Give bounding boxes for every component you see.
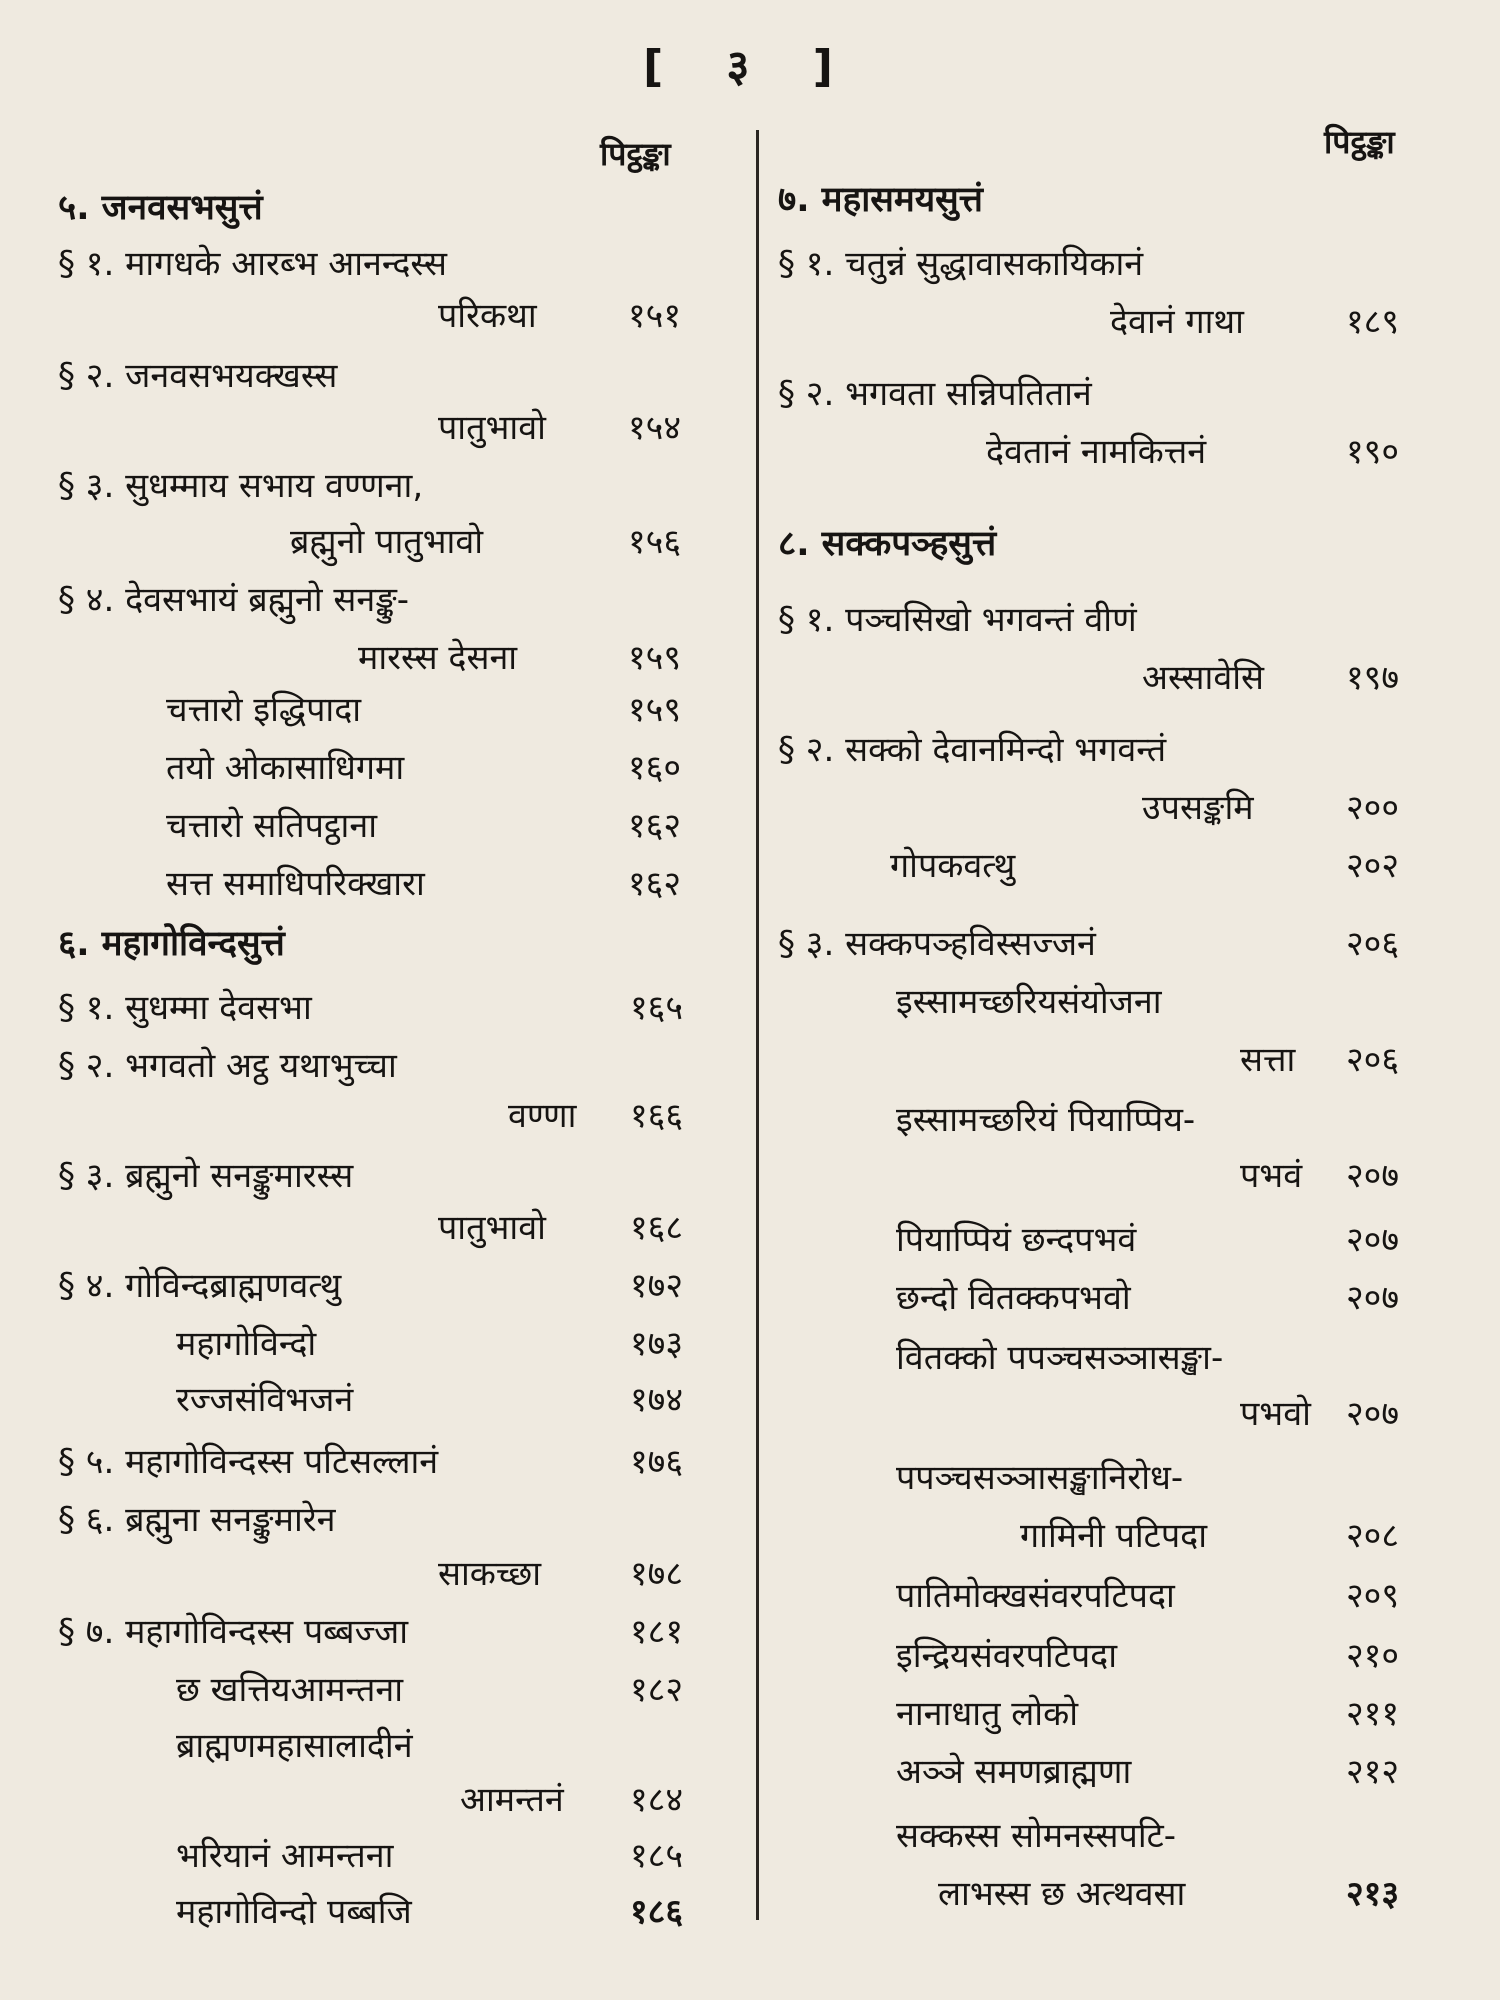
page-ref: २०७ <box>1346 1278 1400 1318</box>
toc-subentry: छन्दो वितक्कपभवो <box>896 1278 1131 1318</box>
toc-subentry: चत्तारो सतिपट्ठाना <box>166 806 377 846</box>
toc-subentry: पियाप्पियं छन्दपभवं <box>896 1220 1137 1260</box>
toc-subentry: इन्द्रियसंवरपटिपदा <box>896 1636 1117 1676</box>
toc-entry-cont: पभवं <box>1240 1156 1303 1196</box>
toc-entry-cont: पभवो <box>1240 1394 1311 1434</box>
toc-subentry: तयो ओकासाधिगमा <box>166 748 405 788</box>
toc-entry: § ३. सक्कपञ्हविस्सज्जनं <box>778 924 1096 964</box>
column-header: पिट्ठङ्का <box>1324 123 1395 161</box>
toc-subentry: महागोविन्दो पब्बजि <box>176 1892 412 1932</box>
toc-subentry: नानाधातु लोको <box>896 1694 1079 1734</box>
page-ref: १५१ <box>628 296 682 336</box>
section-title: ५. जनवसभसुत्तं <box>58 188 263 228</box>
page-ref: २०२ <box>1346 846 1400 886</box>
toc-entry-cont: पातुभावो <box>438 1208 546 1248</box>
toc-entry: § ५. महागोविन्दस्स पटिसल्लानं <box>58 1442 439 1482</box>
toc-entry: § ३. ब्रह्मुनो सनङ्कुमारस्स <box>58 1156 354 1196</box>
toc-entry-cont: उपसङ्कमि <box>1142 788 1254 828</box>
page-ref: १६० <box>628 748 682 788</box>
page-ref: २१२ <box>1346 1752 1400 1792</box>
toc-entry-cont: गामिनी पटिपदा <box>1020 1516 1207 1556</box>
toc-subentry: चत्तारो इद्धिपादा <box>166 690 362 730</box>
page-ref: १६८ <box>630 1208 684 1248</box>
page-ref: १७६ <box>630 1442 684 1482</box>
toc-entry-cont: पातुभावो <box>438 408 546 448</box>
page-ref: १८९ <box>1346 302 1400 342</box>
toc-subentry: भरियानं आमन्तना <box>176 1836 394 1876</box>
toc-entry-cont: वण्णा <box>508 1096 577 1136</box>
toc-entry: § ६. ब्रह्मुना सनङ्कुमारेन <box>58 1500 336 1540</box>
toc-entry-cont: आमन्तनं <box>460 1780 564 1820</box>
page-ref: १७४ <box>630 1380 684 1420</box>
toc-entry: § २. भगवता सन्निपतितानं <box>778 374 1092 414</box>
toc-entry-cont: अस्सावेसि <box>1142 658 1265 698</box>
toc-entry: § २. सक्को देवानमिन्दो भगवन्तं <box>778 730 1167 770</box>
page-ref: १८४ <box>630 1780 684 1820</box>
toc-entry: § ३. सुधम्माय सभाय वण्णना, <box>58 466 424 506</box>
toc-entry-cont: मारस्स देसना <box>358 638 518 678</box>
toc-subentry: पातिमोक्खसंवरपटिपदा <box>896 1576 1175 1616</box>
toc-entry: § १. सुधम्मा देवसभा <box>58 988 312 1028</box>
column-divider <box>756 130 759 1920</box>
page-ref: १५४ <box>628 408 682 448</box>
section-title: ६. महागोविन्दसुत्तं <box>58 924 285 964</box>
page-ref: २०७ <box>1346 1220 1400 1260</box>
section-title: ८. सक्कपञ्हसुत्तं <box>778 524 997 564</box>
page-ref: १५६ <box>628 522 682 562</box>
toc-entry-cont: परिकथा <box>438 296 537 336</box>
page-ref: १७३ <box>630 1324 684 1364</box>
page-ref: २११ <box>1346 1694 1400 1734</box>
page-ref: २०७ <box>1346 1394 1400 1434</box>
toc-entry-cont: साकच्छा <box>438 1554 542 1594</box>
toc-subentry: गोपकवत्थु <box>890 846 1016 886</box>
toc-subentry: सत्त समाधिपरिक्खारा <box>166 864 425 904</box>
page-ref: १५९ <box>628 638 682 678</box>
page-ref: १६६ <box>630 1096 684 1136</box>
toc-entry-cont: लाभस्स छ अत्थवसा <box>938 1874 1186 1914</box>
page-ref: २१३ <box>1346 1874 1400 1914</box>
toc-entry-cont: सत्ता <box>1240 1040 1296 1080</box>
page-ref: २०० <box>1346 788 1400 828</box>
page-ref: १८६ <box>630 1892 684 1932</box>
page-number: [ ३ ] <box>643 41 857 92</box>
page-ref: १६२ <box>628 806 682 846</box>
toc-entry: § २. भगवतो अट्ठ यथाभुच्चा <box>58 1046 397 1086</box>
page-ref: २०७ <box>1346 1156 1400 1196</box>
page-ref: १८२ <box>630 1670 684 1710</box>
page-ref: १९७ <box>1346 658 1400 698</box>
page-ref: १६५ <box>630 988 684 1028</box>
toc-entry-cont: देवतानं नामकित्तनं <box>986 432 1207 472</box>
toc-entry-cont: देवानं गाथा <box>1110 302 1244 342</box>
toc-subentry: इस्सामच्छरियसंयोजना <box>896 982 1162 1022</box>
toc-subentry: सक्कस्स सोमनस्सपटि- <box>896 1816 1177 1856</box>
toc-entry-cont: ब्रह्मुनो पातुभावो <box>290 522 484 562</box>
page-ref: १७८ <box>630 1554 684 1594</box>
page-ref: २०९ <box>1346 1576 1400 1616</box>
toc-entry: § ४. गोविन्दब्राह्मणवत्थु <box>58 1266 342 1306</box>
page-ref: १८१ <box>630 1612 684 1652</box>
toc-subentry: पपञ्चसञ्ञासङ्खानिरोध- <box>896 1458 1184 1498</box>
toc-subentry: ब्राह्मणमहासालादीनं <box>176 1726 413 1766</box>
page-ref: २०६ <box>1346 924 1400 964</box>
toc-subentry: इस्सामच्छरियं पियाप्पिय- <box>896 1100 1196 1140</box>
page-ref: २०६ <box>1346 1040 1400 1080</box>
page-ref: १९० <box>1346 432 1400 472</box>
toc-subentry: महागोविन्दो <box>176 1324 317 1364</box>
page-ref: १७२ <box>630 1266 684 1306</box>
toc-entry: § १. मागधके आरब्भ आनन्दस्स <box>58 244 447 284</box>
page-ref: २०८ <box>1346 1516 1400 1556</box>
section-title: ७. महासमयसुत्तं <box>778 180 983 220</box>
toc-entry: § २. जनवसभयक्खस्स <box>58 356 338 396</box>
page-ref: १५९ <box>628 690 682 730</box>
page-ref: १६२ <box>628 864 682 904</box>
toc-entry: § १. चतुन्नं सुद्धावासकायिकानं <box>778 244 1144 284</box>
toc-entry: § १. पञ्चसिखो भगवन्तं वीणं <box>778 600 1137 640</box>
page-ref: १८५ <box>630 1836 684 1876</box>
toc-subentry: वितक्को पपञ्चसञ्ञासङ्खा- <box>896 1338 1224 1378</box>
toc-subentry: छ खत्तियआमन्तना <box>176 1670 404 1710</box>
toc-subentry: रज्जसंविभजनं <box>176 1380 354 1420</box>
column-header: पिट्ठङ्का <box>600 135 671 173</box>
toc-entry: § ७. महागोविन्दस्स पब्बज्जा <box>58 1612 409 1652</box>
toc-subentry: अञ्ञे समणब्राह्मणा <box>896 1752 1132 1792</box>
toc-entry: § ४. देवसभायं ब्रह्मुनो सनङ्कु- <box>58 580 410 620</box>
page-ref: २१० <box>1346 1636 1400 1676</box>
